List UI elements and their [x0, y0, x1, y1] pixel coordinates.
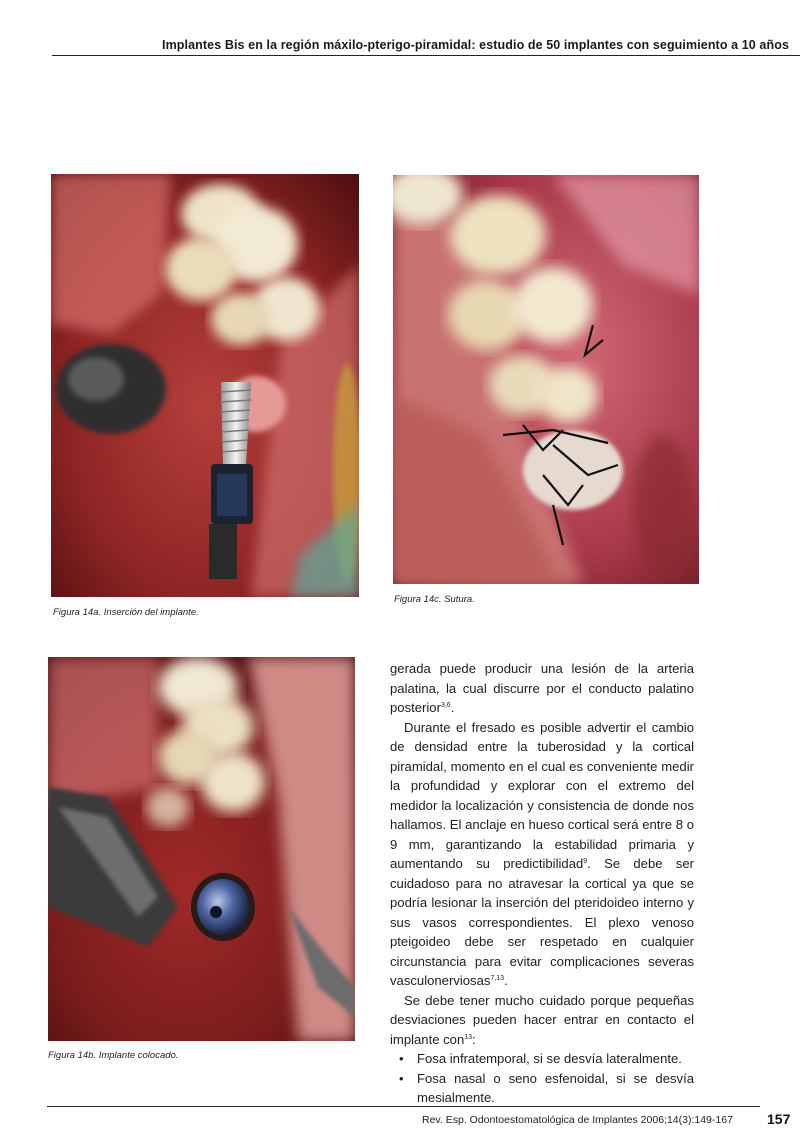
figure-14a-photo [51, 174, 359, 597]
paragraph-3-end: : [472, 1031, 476, 1047]
figure-14b-photo [48, 657, 355, 1041]
paragraph-2-end: . [504, 973, 508, 988]
paragraph-1-text: gerada puede producir una lesión de la arteria palatina, la cual discurre por el conducto palatino posterior [390, 661, 694, 715]
list-item-text: Fosa nasal o seno esfenoidal, si se desvía mesialmente. [417, 1070, 694, 1105]
body-text-column [390, 659, 694, 1108]
header-rule [52, 55, 800, 56]
citation-ref: 3,6 [440, 702, 451, 709]
paragraph-2-text-a: Durante el fresado es posible advertir el cambio de densidad entre la tuberosidad y la cortical piramidal, momento en el cual es conveniente medir la profundidad y explorar con el extremo del medidor la localización y consistencia de donde nos hallamos. El anclaje en hueso cortical será entre 8 o 9 mm, garantizando la estabilidad primaria y aumentando su predictibilidad [390, 719, 694, 871]
footer-citation: Rev. Esp. Odontoestomatológica de Implantes 2006;14(3):149-167 [422, 1114, 733, 1126]
list-item [390, 1049, 694, 1069]
figure-14b-caption: Figura 14b. Implante colocado. [48, 1050, 179, 1061]
paragraph-3 [390, 991, 694, 1050]
citation-ref: 9 [583, 858, 588, 865]
figure-14a-caption: Figura 14a. Inserción del implante. [53, 607, 199, 618]
figure-14c-caption: Figura 14c. Sutura. [394, 594, 475, 605]
paragraph-1 [390, 659, 694, 718]
page-number: 157 [767, 1111, 791, 1127]
bullet-icon: • [399, 1070, 404, 1086]
figure-14c-photo [393, 175, 699, 584]
bullet-list [390, 1049, 694, 1108]
paragraph-3-text: Se debe tener mucho cuidado porque pequeñas desviaciones pueden hacer entrar en contacto el implante con [390, 992, 694, 1047]
citation-ref: 13 [464, 1033, 473, 1041]
running-head: Implantes Bis en la región máxilo-pterigo-piramidal: estudio de 50 implantes con seguimiento a 10 años [162, 38, 790, 52]
citation-ref: 7,13 [490, 975, 505, 982]
footer-rule [47, 1106, 760, 1107]
paragraph-2-text-b: . Se debe ser cuidadoso para no atravesar la cortical ya que se podría lesionar la inserción del pteridoideo interno y sus vasos correspondientes. El plexo venoso pteigoideo debe ser respetado en cualquier circunstancia para evitar complicaciones severas vasculonerviosas [390, 856, 694, 988]
bullet-icon: • [399, 1051, 404, 1066]
paragraph-1-end: . [450, 700, 455, 715]
list-item [390, 1069, 694, 1108]
list-item-text: Fosa infratemporal, si se desvía lateralmente. [417, 1051, 682, 1066]
paragraph-2 [390, 718, 694, 991]
